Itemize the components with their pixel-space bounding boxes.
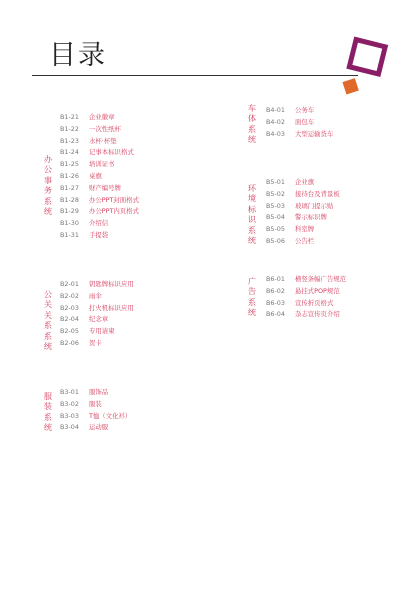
toc-item[interactable]: B2-02 雨伞: [60, 291, 102, 300]
toc-item[interactable]: B5-06 公告栏: [266, 236, 315, 245]
section-list-office: [60, 112, 139, 242]
toc-item[interactable]: B5-02 接待台及背景板: [266, 189, 340, 198]
section-label-ads: 广告系统: [247, 276, 257, 318]
toc-item[interactable]: B1-29 办公PPT内页格式: [60, 207, 139, 216]
section-label-environment: 环境标识系统: [247, 183, 257, 246]
toc-item[interactable]: B1-24 记事本标识格式: [60, 148, 134, 157]
title-divider: [32, 75, 358, 76]
section-label-pr: 公关关系系统: [43, 289, 53, 352]
section-label-office: 办公事务系统: [43, 154, 53, 217]
toc-item[interactable]: B3-01 服饰品: [60, 388, 109, 396]
section-list-pr: [60, 279, 134, 350]
toc-item[interactable]: B5-03 玻璃门提示贴: [266, 201, 334, 210]
toc-item[interactable]: B1-25 培训证书: [60, 160, 115, 169]
toc-item[interactable]: B3-02 服装: [60, 399, 102, 408]
toc-item[interactable]: B5-05 科室牌: [266, 225, 315, 234]
toc-item[interactable]: B4-03 大型运输货车: [266, 129, 334, 138]
toc-item[interactable]: B1-27 财产编号牌: [60, 183, 121, 192]
toc-item[interactable]: B2-01 钥匙牌标识应用: [60, 280, 134, 288]
section-label-vehicle: 车体系统: [247, 103, 257, 145]
toc-item[interactable]: B1-22 一次性纸杯: [60, 124, 121, 133]
toc-item[interactable]: B1-28 办公PPT封面格式: [60, 195, 139, 204]
toc-item[interactable]: B5-01 企业旗: [266, 178, 315, 186]
toc-item[interactable]: B2-05 专用请柬: [60, 327, 115, 336]
toc-item[interactable]: B4-01 公务车: [266, 106, 315, 114]
toc-item[interactable]: B1-30 介绍信: [60, 219, 109, 228]
decorative-squares-logo: [338, 36, 398, 102]
section-list-ads: [266, 274, 346, 321]
toc-item[interactable]: B6-02 悬挂式POP规范: [266, 286, 340, 295]
toc-item[interactable]: B3-03 T恤（文化衫）: [60, 411, 132, 420]
toc-item[interactable]: B2-04 纪念章: [60, 315, 109, 324]
toc-item[interactable]: B1-31 手提袋: [60, 230, 109, 239]
toc-item[interactable]: B6-04 杂志宣传页介绍: [266, 310, 340, 319]
toc-item[interactable]: B2-06 贺卡: [60, 338, 102, 347]
toc-item[interactable]: B5-04 警示标识牌: [266, 213, 327, 222]
section-list-environment: [266, 177, 340, 248]
section-label-apparel: 服装系统: [43, 391, 53, 433]
toc-item[interactable]: B1-21 企业徽章: [60, 113, 115, 121]
page-title: 目录: [49, 40, 107, 71]
toc-item[interactable]: B6-01 横竖条幅广告规范: [266, 275, 347, 283]
toc-item[interactable]: B1-23 水杯·杯垫: [60, 136, 117, 145]
toc-item[interactable]: B4-02 面包车: [266, 117, 315, 126]
toc-item[interactable]: B2-03 打火机标识应用: [60, 303, 134, 312]
section-list-apparel: [60, 387, 131, 434]
toc-item[interactable]: B6-03 宣传折页格式: [266, 298, 334, 307]
section-list-vehicle: [266, 105, 333, 140]
toc-item[interactable]: B3-04 运动服: [60, 423, 109, 432]
toc-item[interactable]: B1-26 桌旗: [60, 171, 102, 180]
